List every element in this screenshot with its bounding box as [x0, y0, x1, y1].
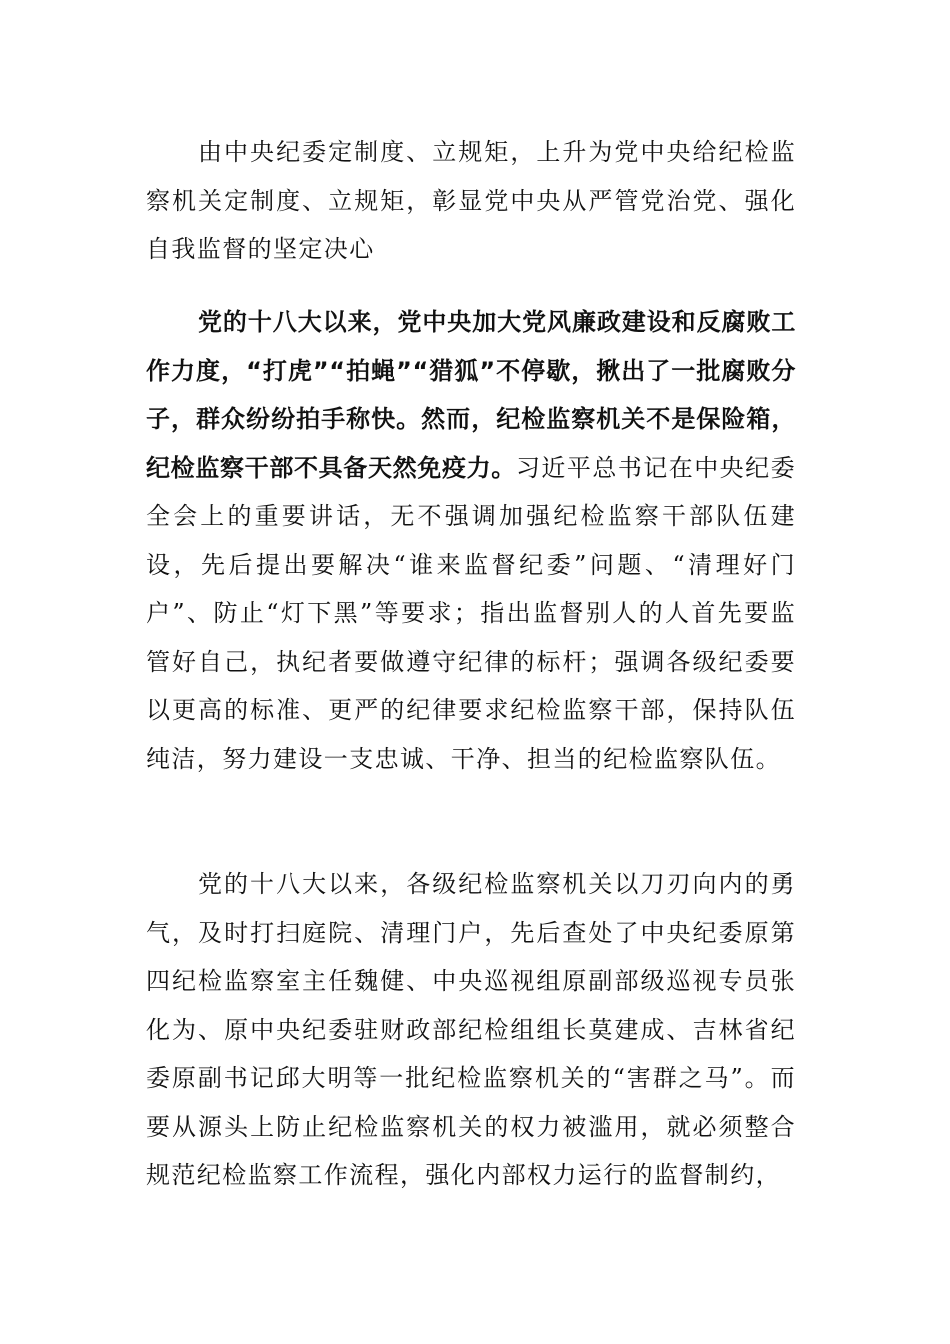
paragraph-body-2-text: 党的十八大以来，各级纪检监察机关以刀刃向内的勇气，及时打扫庭院、清理门户，先后查处了中央纪委原第四纪检监察室主任魏健、中央巡视组原副部级巡视专员张化为、原中央纪委驻财政部纪检组组长莫建成、吉林省纪委原副书记邱大明等一批纪检监察机关的“害群之马”。而要从源头上防止纪检监察机关的权力被滥用，就必须整合规范纪检监察工作流程，强化内部权力运行的监督制约，: [146, 870, 796, 1189]
paragraph-subtitle-text: 由中央纪委定制度、立规矩，上升为党中央给纪检监察机关定制度、立规矩，彰显党中央从严管党治党、强化自我监督的坚定决心: [146, 138, 796, 263]
paragraph-body-1: [146, 298, 796, 783]
paragraph-body-1-bold-text: 党的十八大以来，党中央加大党风廉政建设和反腐败工作力度，“打虎”“拍蝇”“猎狐”不停歇，揪出了一批腐败分子，群众纷纷拍手称快。然而，纪检监察机关不是保险箱，纪检监察干部不具备天然免疫力。: [146, 308, 796, 482]
paragraph-subtitle: [146, 128, 796, 274]
paragraph-body-1-text: 习近平总书记在中央纪委全会上的重要讲话，无不强调加强纪检监察干部队伍建设，先后提出要解决“谁来监督纪委”问题、“清理好门户”、防止“灯下黑”等要求；指出监督别人的人首先要监管好自己，执纪者要做遵守纪律的标杆；强调各级纪委要以更高的标准、更严的纪律要求纪检监察干部，保持队伍纯洁，努力建设一支忠诚、干净、担当的纪检监察队伍。: [146, 453, 797, 773]
paragraph-body-2: [146, 860, 796, 1200]
